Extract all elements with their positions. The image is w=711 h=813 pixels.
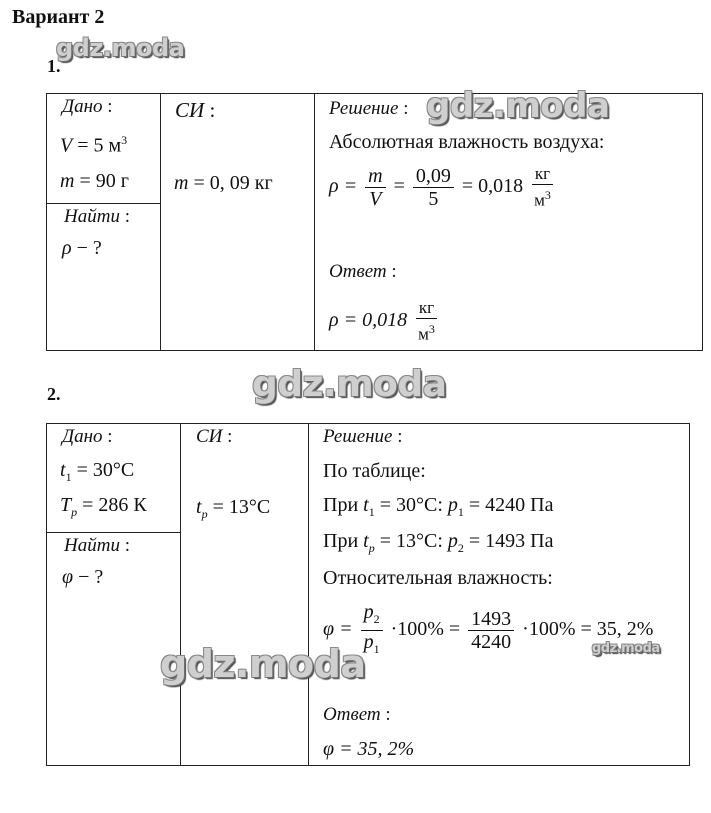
- density-formula: ρ = $\frac{m}{V}$ = $\frac{0,09}{5}$ = 0,018 $\frac{кг}{м^3}$: [329, 164, 557, 211]
- problem-1-number: 1.: [47, 56, 61, 76]
- table-divider: [180, 423, 181, 766]
- table-line-2: При $t_р = 13^\circ C$: $p_2 = 1493$ Па: [323, 530, 554, 555]
- find-unknown: φ − ?: [62, 566, 104, 588]
- problem-2-number: 2.: [47, 384, 61, 404]
- given-header: Дано :: [62, 426, 113, 447]
- humidity-formula: φ = $\frac{p_2}{p_1}$ ·100% = $\frac{1493}{4240}$ ·100% = 35, 2%: [323, 601, 654, 656]
- find-header: Найти :: [64, 535, 130, 556]
- si-mass: m = 0, 09 кг: [174, 172, 273, 194]
- table-divider: [160, 93, 161, 351]
- table-divider: [308, 423, 309, 766]
- watermark: gdz.moda: [56, 34, 185, 62]
- given-temperature: $t_1 = 30^\circ C$: [60, 459, 135, 484]
- given-dew-point: $T_р = 286$ К: [60, 494, 147, 519]
- answer-value: φ = 35, 2%: [323, 738, 415, 760]
- find-unknown: ρ − ?: [62, 237, 102, 259]
- table-line-1: При $t_1 = 30^\circ C$: $p_1 = 4240$ Па: [323, 494, 554, 519]
- page-title: Вариант 2: [12, 6, 105, 28]
- answer-header: Ответ :: [329, 261, 397, 282]
- answer-header: Ответ :: [323, 704, 391, 725]
- solution-header: Решение :: [323, 426, 403, 447]
- answer-value: ρ = 0,018 $\frac{кг}{м^3}$: [329, 298, 441, 345]
- relative-humidity-text: Относительная влажность:: [323, 567, 553, 589]
- watermark: gdz.moda: [426, 86, 610, 126]
- si-header: СИ :: [196, 426, 233, 447]
- given-mass: m = 90 г: [60, 170, 129, 192]
- given-header: Дано :: [62, 96, 113, 117]
- table-divider: [46, 203, 161, 204]
- find-header: Найти :: [64, 206, 130, 227]
- si-dew-point: $t_р = 13^\circ C$: [196, 496, 271, 521]
- solution-text: Абсолютная влажность воздуха:: [329, 131, 605, 153]
- table-divider: [46, 532, 181, 533]
- si-header: СИ :: [175, 98, 216, 122]
- watermark: gdz.moda: [252, 364, 447, 405]
- by-table-text: По таблице:: [323, 460, 426, 482]
- solution-header: Решение :: [329, 98, 409, 119]
- given-volume: V = 5 $м^3$: [60, 133, 128, 157]
- watermark: gdz.moda: [592, 641, 660, 656]
- table-divider: [314, 93, 315, 351]
- watermark: gdz.moda: [160, 642, 366, 686]
